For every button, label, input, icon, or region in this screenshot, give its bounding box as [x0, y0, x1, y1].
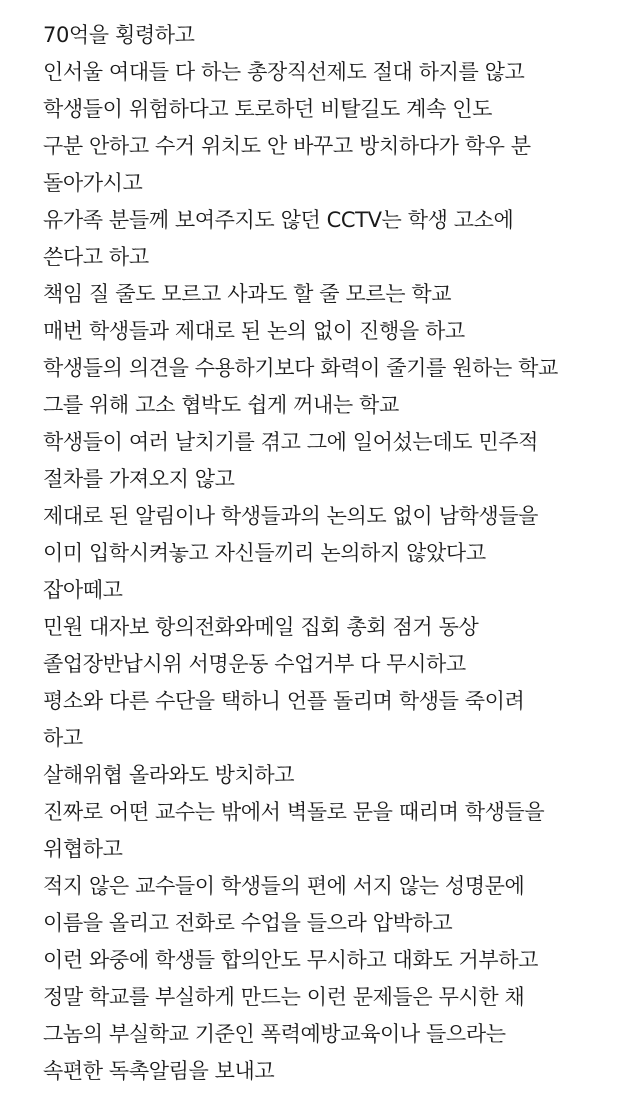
text-line-10: 학생들의 의견을 수용하기보다 화력이 줄기를 원하는 학교	[43, 356, 558, 380]
text-line-6: 유가족 분들께 보여주지도 않던 CCTV는 학생 고소에	[43, 208, 514, 232]
text-line-14: 제대로 된 알림이나 학생들과의 논의도 없이 남학생들을	[43, 504, 539, 528]
text-line-2: 인서울 여대들 다 하는 총장직선제도 절대 하지를 않고	[43, 60, 525, 84]
text-line-27: 정말 학교를 부실하게 만드는 이런 문제들은 무시한 채	[43, 985, 525, 1009]
text-line-26: 이런 와중에 학생들 합의안도 무시하고 대화도 거부하고	[43, 948, 539, 972]
text-line-7: 쓴다고 하고	[43, 245, 149, 269]
text-line-1: 70억을 횡령하고	[43, 23, 195, 47]
text-line-9: 매번 학생들과 제대로 된 논의 없이 진행을 하고	[43, 319, 465, 343]
text-line-13: 절차를 가져오지 않고	[43, 467, 235, 491]
text-line-25: 이름을 올리고 전화로 수업을 들으라 압박하고	[43, 911, 453, 935]
text-line-21: 살해위협 올라와도 방치하고	[43, 763, 295, 787]
text-line-19: 평소와 다른 수단을 택하니 언플 돌리며 학생들 죽이려	[43, 689, 525, 713]
text-line-28: 그놈의 부실학교 기준인 폭력예방교육이나 들으라는	[43, 1022, 506, 1046]
text-line-15: 이미 입학시켜놓고 자신들끼리 논의하지 않았다고	[43, 541, 486, 565]
text-line-23: 위협하고	[43, 837, 123, 861]
text-line-18: 졸업장반납시위 서명운동 수업거부 다 무시하고	[43, 652, 466, 676]
text-line-11: 그를 위해 고소 협박도 쉽게 꺼내는 학교	[43, 393, 399, 417]
text-line-24: 적지 않은 교수들이 학생들의 편에 서지 않는 성명문에	[43, 874, 525, 898]
text-line-29: 속편한 독촉알림을 보내고	[43, 1059, 275, 1083]
text-line-20: 하고	[43, 726, 83, 750]
text-line-12: 학생들이 여러 날치기를 겪고 그에 일어섰는데도 민주적	[43, 430, 539, 454]
text-line-8: 책임 질 줄도 모르고 사과도 할 줄 모르는 학교	[43, 282, 452, 306]
text-line-5: 돌아가시고	[43, 171, 143, 195]
text-line-16: 잡아떼고	[43, 578, 123, 602]
text-line-22: 진짜로 어떤 교수는 밖에서 벽돌로 문을 때리며 학생들을	[43, 800, 545, 824]
text-line-4: 구분 안하고 수거 위치도 안 바꾸고 방치하다가 학우 분	[43, 134, 531, 158]
text-line-3: 학생들이 위험하다고 토로하던 비탈길도 계속 인도	[43, 97, 492, 121]
text-line-17: 민원 대자보 항의전화와메일 집회 총회 점거 동상	[43, 615, 479, 639]
